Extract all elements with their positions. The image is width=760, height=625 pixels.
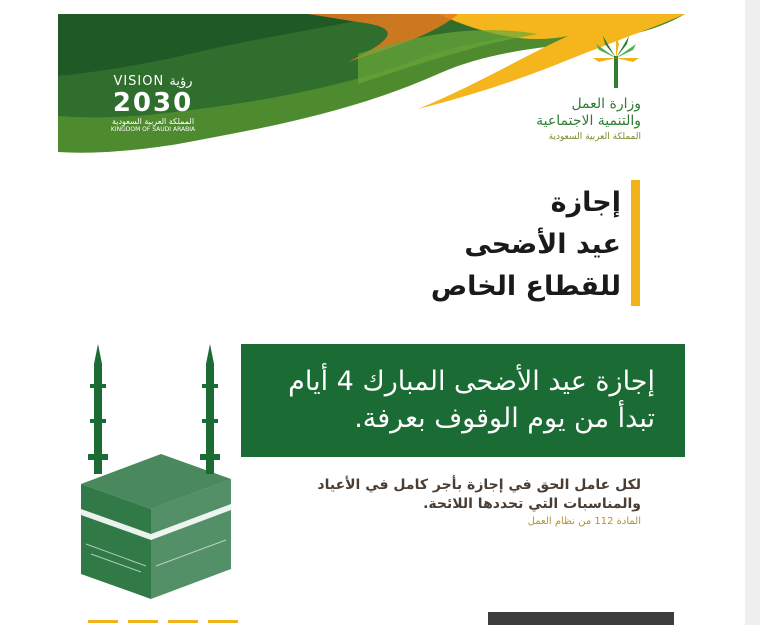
announcement-card xyxy=(58,14,685,625)
footer-decoration xyxy=(88,618,268,625)
article-reference: المادة 112 من نظام العمل xyxy=(527,516,641,527)
kaaba-illustration xyxy=(66,344,236,614)
title-accent-bar xyxy=(631,180,640,306)
vision-2030-logo xyxy=(98,74,208,154)
ministry-country: المملكة العربية السعودية xyxy=(548,132,641,142)
announcement-line1: إجازة عيد الأضحى المبارك 4 أيام xyxy=(288,366,655,397)
palm-icon xyxy=(591,36,641,90)
page-title xyxy=(321,182,621,308)
ministry-name-line1: وزارة العمل xyxy=(571,96,641,112)
announcement-line2: تبدأ من يوم الوقوف بعرفة. xyxy=(354,403,655,434)
vision-arabic: المملكة العربية السعودية xyxy=(111,117,195,126)
description-line2: والمناسبات التي تحددها اللائحة. xyxy=(423,496,641,512)
title-line2: عيد الأضحى xyxy=(464,229,621,260)
scrollbar-track[interactable] xyxy=(745,0,760,625)
ministry-name-line2: والتنمية الاجتماعية xyxy=(536,113,641,129)
description xyxy=(311,476,641,530)
description-line1: لكل عامل الحق في إجازة بأجر كامل في الأعياد xyxy=(317,477,641,493)
title-line3: للقطاع الخاص xyxy=(430,271,621,302)
vision-english: KINGDOM OF SAUDI ARABIA xyxy=(110,126,196,133)
announcement-box xyxy=(241,344,685,457)
footer-bar xyxy=(488,612,674,625)
vision-year: 2030 xyxy=(112,88,194,118)
vision-title: VISION رؤية xyxy=(113,74,193,89)
title-line1: إجازة xyxy=(550,187,621,218)
